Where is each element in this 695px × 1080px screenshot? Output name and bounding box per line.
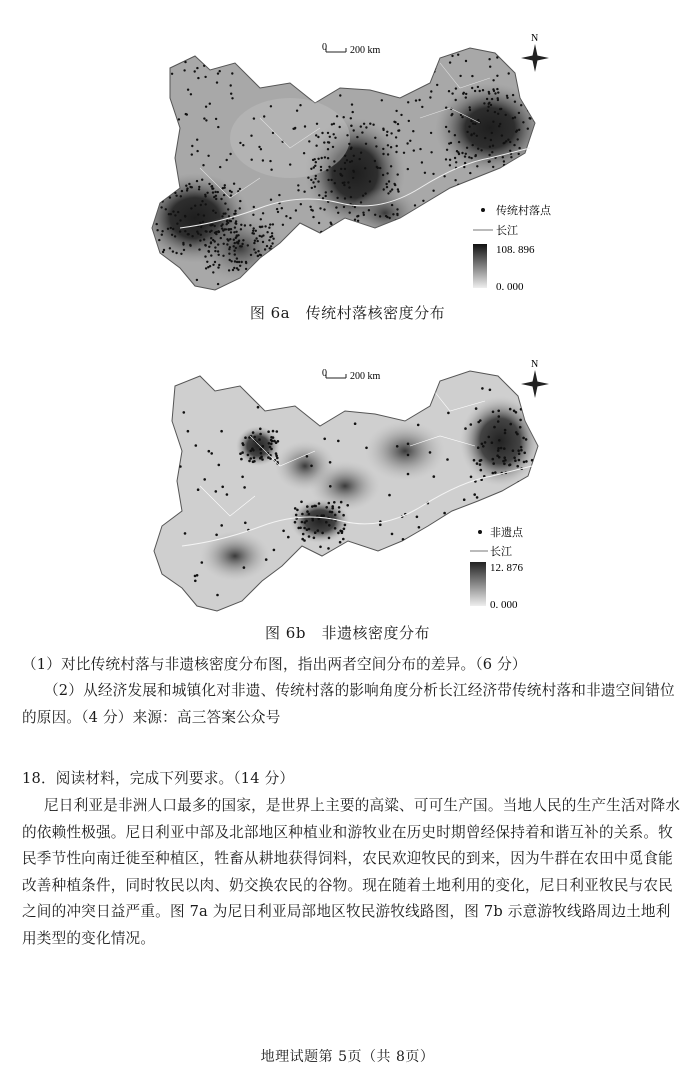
svg-text:0. 000: 0. 000 (496, 281, 524, 293)
scale-bar (322, 368, 381, 382)
svg-text:长江: 长江 (496, 225, 518, 237)
map-legend (470, 525, 524, 611)
svg-text:12. 876: 12. 876 (490, 562, 523, 574)
intangible-heritage-density-map (140, 356, 560, 620)
svg-text:200 km: 200 km (350, 371, 381, 382)
svg-text:108. 896: 108. 896 (496, 244, 535, 256)
page-footer: 地理试题第 5页（共 8页） (260, 1049, 435, 1065)
svg-text:0: 0 (322, 42, 327, 53)
svg-text:N: N (531, 359, 539, 370)
svg-text:非遗点: 非遗点 (490, 527, 523, 539)
figure-caption-6b: 图 6b 非遗核密度分布 (265, 624, 430, 642)
svg-text:长江: 长江 (490, 546, 512, 558)
svg-text:0. 000: 0. 000 (490, 599, 518, 611)
question-1: （1）对比传统村落与非遗核密度分布图，指出两者空间分布的差异。（6 分） (22, 656, 527, 673)
scale-bar (322, 42, 381, 56)
north-arrow-icon (521, 33, 549, 72)
traditional-village-density-map (140, 28, 560, 300)
svg-text:传统村落点: 传统村落点 (496, 205, 551, 217)
svg-text:200 km: 200 km (350, 45, 381, 56)
question-2: （2）从经济发展和城镇化对非遗、传统村落的影响角度分析长江经济带传统村落和非遗空间错位的原因。（4 分）来源：高三答案公众号 (22, 682, 675, 726)
svg-text:N: N (531, 33, 539, 44)
figure-caption-6a: 图 6a 传统村落核密度分布 (249, 304, 446, 322)
map-legend (473, 203, 552, 293)
north-arrow-icon (521, 359, 549, 398)
question-18-material: 尼日利亚是非洲人口最多的国家，是世界上主要的高粱、可可生产国。当地人民的生产生活对降水的依赖性极强。尼日利亚中部及北部地区种植业和游牧业在历史时期曾经保持着和谐互补的关系。牧民季节性向南迁徙至种植区，牲畜从耕地获得饲料，农民欢迎牧民的到来，因为牛群在农田中觅食能改善种植条件，同时牧民以肉、奶交换农民的谷物。现在随着土地利用的变化，尼日利亚牧民与农民之间的冲突日益严重。图 7a 为尼日利亚局部地区牧民游牧线路图，图 7b 示意游牧线路周边土地利用类型的变化情况。 (22, 797, 681, 947)
svg-text:0: 0 (322, 368, 327, 379)
question-18-heading: 18．阅读材料，完成下列要求。（14 分） (22, 770, 295, 787)
